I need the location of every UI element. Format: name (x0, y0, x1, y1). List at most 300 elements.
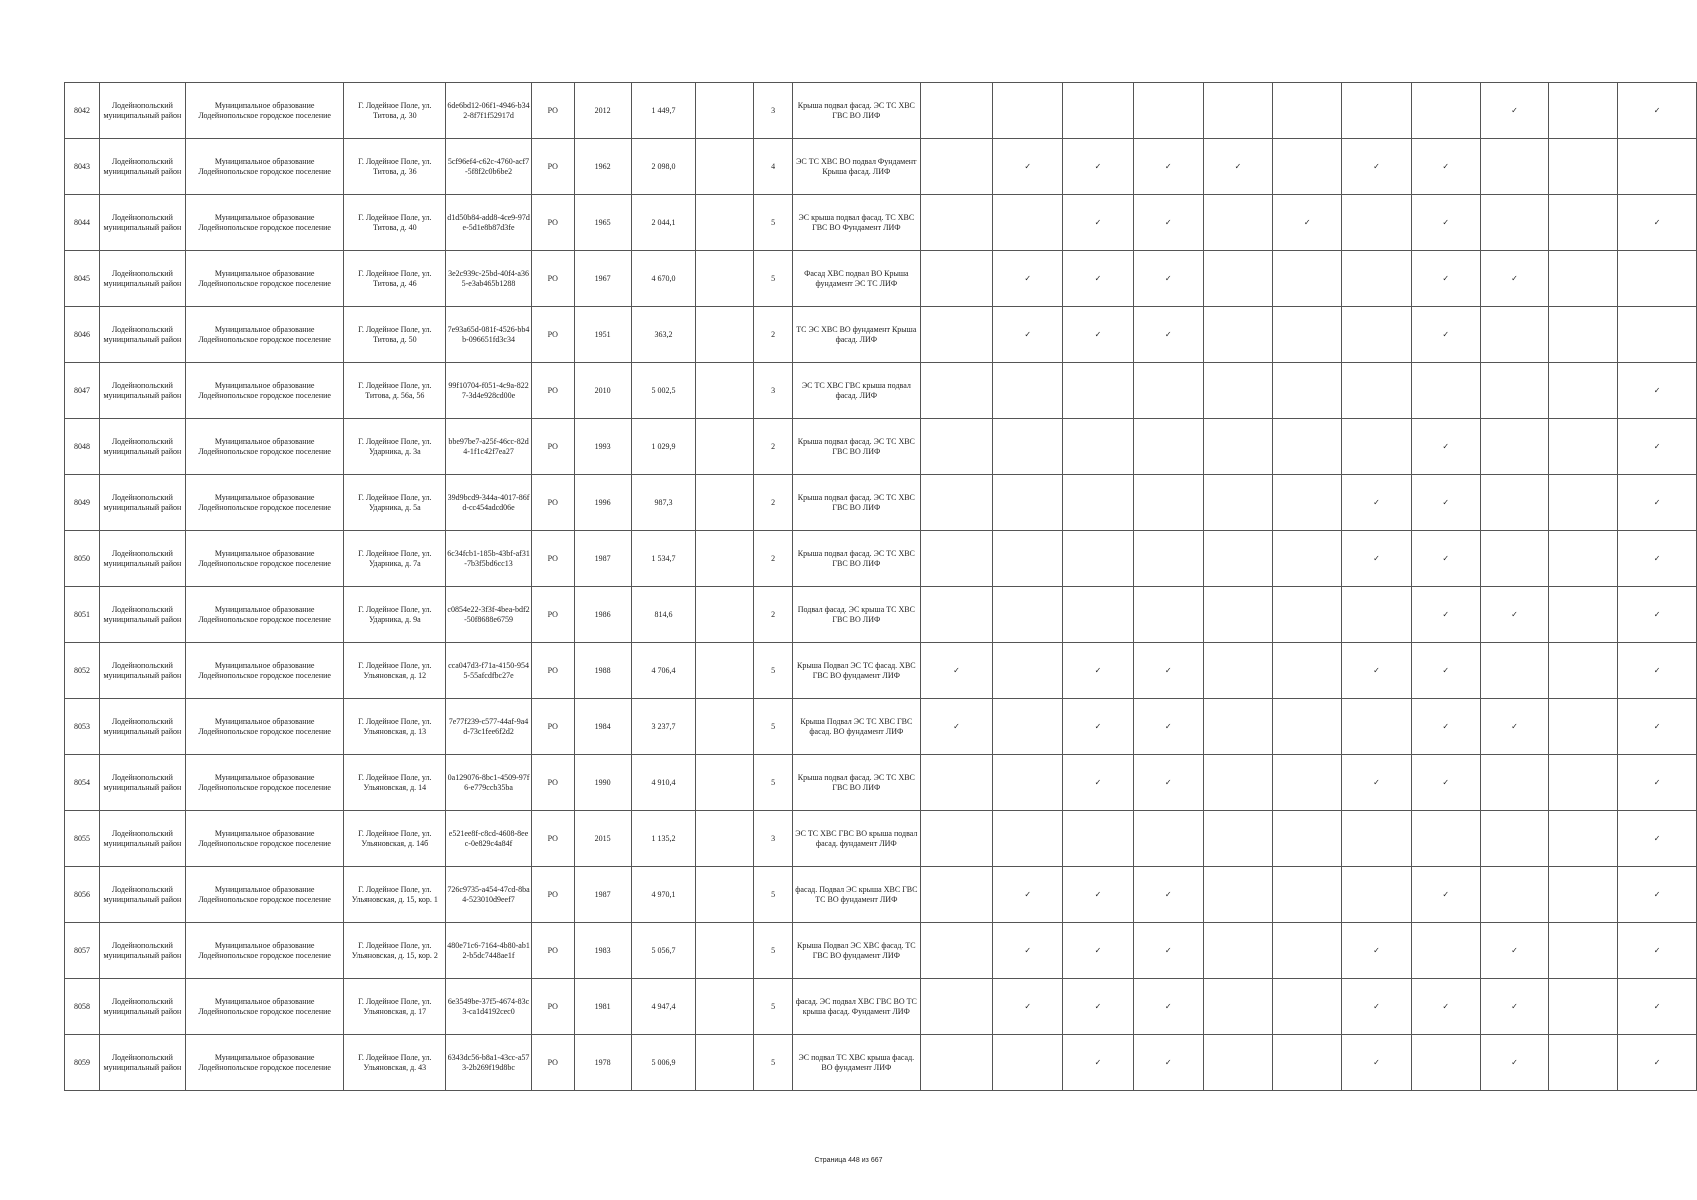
floors-cell: 5 (754, 699, 793, 755)
work-check-cell (1273, 195, 1342, 251)
work-check-cell (1203, 251, 1273, 307)
works-cell: Крыша подвал фасад. ЭС ТС ХВС ГВС ВО ЛИФ (793, 755, 921, 811)
checkmark-icon: ✓ (1442, 273, 1450, 283)
work-check-cell (993, 867, 1063, 923)
work-check-cell (1549, 83, 1618, 139)
work-check-cell (1133, 867, 1203, 923)
municipality-cell: Муниципальное образование Лодейнопольское городское поселение (185, 251, 344, 307)
work-check-cell (1342, 251, 1412, 307)
page-number: Страница 448 из 667 (814, 1157, 883, 1164)
type-cell: РО (531, 1035, 574, 1091)
work-check-cell (1203, 83, 1273, 139)
work-check-cell (1063, 531, 1134, 587)
floors-cell: 5 (754, 1035, 793, 1091)
table-row (65, 307, 1697, 363)
work-check-cell (1480, 139, 1549, 195)
work-check-cell (1133, 811, 1203, 867)
address-cell: Г. Лодейное Поле, ул. Ударника, д. 5а (344, 475, 446, 531)
work-check-cell (1411, 923, 1480, 979)
work-check-cell (1133, 251, 1203, 307)
checkmark-icon: ✓ (1094, 329, 1102, 339)
checkmark-icon: ✓ (1373, 1057, 1380, 1067)
works-cell: Крыша Подвал ЭС ТС фасад. ХВС ГВС ВО фундамент ЛИФ (793, 643, 921, 699)
work-check-cell (1549, 699, 1618, 755)
checkmark-icon: ✓ (1653, 385, 1661, 395)
checkmark-icon: ✓ (1653, 609, 1661, 619)
work-check-cell (920, 643, 993, 699)
year-cell: 1965 (574, 195, 631, 251)
work-check-cell (920, 475, 993, 531)
checkmark-icon: ✓ (1653, 1001, 1661, 1011)
guid-cell: 726c9735-a454-47cd-8ba4-523010d9eef7 (446, 867, 532, 923)
area-cell: 1 534,7 (631, 531, 696, 587)
work-check-cell (1133, 475, 1203, 531)
floors-cell: 3 (754, 363, 793, 419)
work-check-cell (1342, 1035, 1412, 1091)
work-check-cell (1342, 811, 1412, 867)
checkmark-icon: ✓ (1164, 273, 1172, 283)
work-check-cell (1549, 811, 1618, 867)
work-check-cell (1273, 419, 1342, 475)
checkmark-icon: ✓ (1653, 441, 1661, 451)
row-number: 8054 (65, 755, 100, 811)
municipality-cell: Муниципальное образование Лодейнопольское городское поселение (185, 923, 344, 979)
work-check-cell (1411, 811, 1480, 867)
work-check-cell (993, 195, 1063, 251)
work-check-cell (1203, 363, 1273, 419)
work-check-cell (1342, 139, 1412, 195)
area-cell: 814,6 (631, 587, 696, 643)
table-row (65, 251, 1697, 307)
checkmark-icon: ✓ (1164, 945, 1172, 955)
district-cell: Лодейнопольский муниципальный район (99, 811, 185, 867)
district-cell: Лодейнопольский муниципальный район (99, 755, 185, 811)
area-cell: 1 449,7 (631, 83, 696, 139)
checkmark-icon: ✓ (1373, 777, 1380, 787)
municipality-cell: Муниципальное образование Лодейнопольское городское поселение (185, 195, 344, 251)
work-check-cell (1618, 83, 1697, 139)
row-number: 8052 (65, 643, 100, 699)
works-cell: ЭС крыша подвал фасад. ТС ХВС ГВС ВО Фундамент ЛИФ (793, 195, 921, 251)
work-check-cell (1063, 979, 1134, 1035)
area-cell: 2 098,0 (631, 139, 696, 195)
address-cell: Г. Лодейное Поле, ул. Ульяновская, д. 15, кор. 1 (344, 867, 446, 923)
year-cell: 1990 (574, 755, 631, 811)
checkmark-icon: ✓ (1164, 721, 1172, 731)
work-check-cell (993, 643, 1063, 699)
work-check-cell (1342, 475, 1412, 531)
work-check-cell (1063, 755, 1134, 811)
work-check-cell (1480, 979, 1549, 1035)
checkmark-icon: ✓ (1442, 553, 1450, 563)
checkmark-icon: ✓ (1653, 833, 1661, 843)
table-row (65, 83, 1697, 139)
address-cell: Г. Лодейное Поле, ул. Ульяновская, д. 43 (344, 1035, 446, 1091)
work-check-cell (1618, 755, 1697, 811)
work-check-cell (993, 699, 1063, 755)
work-check-cell (1133, 195, 1203, 251)
checkmark-icon: ✓ (1442, 665, 1450, 675)
work-check-cell (1618, 251, 1697, 307)
work-check-cell (1480, 699, 1549, 755)
table-row (65, 531, 1697, 587)
work-check-cell (993, 419, 1063, 475)
work-check-cell (920, 755, 993, 811)
work-check-cell (1063, 419, 1134, 475)
year-cell: 1986 (574, 587, 631, 643)
work-check-cell (1618, 363, 1697, 419)
year-cell: 1981 (574, 979, 631, 1035)
year-cell: 1988 (574, 643, 631, 699)
checkmark-icon: ✓ (1024, 889, 1032, 899)
work-check-cell (920, 363, 993, 419)
work-check-cell (1133, 419, 1203, 475)
checkmark-icon: ✓ (1164, 217, 1172, 227)
work-check-cell (1549, 419, 1618, 475)
table-row (65, 139, 1697, 195)
guid-cell: 7e77f239-c577-44af-9a4d-73c1fee6f2d2 (446, 699, 532, 755)
checkmark-icon: ✓ (1164, 1057, 1172, 1067)
work-check-cell (993, 811, 1063, 867)
address-cell: Г. Лодейное Поле, ул. Ульяновская, д. 15, кор. 2 (344, 923, 446, 979)
checkmark-icon: ✓ (1442, 161, 1450, 171)
checkmark-icon: ✓ (1653, 553, 1661, 563)
year-cell: 1993 (574, 419, 631, 475)
work-check-cell (1203, 643, 1273, 699)
works-cell: ЭС ТС ХВС ГВС ВО крыша подвал фасад. фундамент ЛИФ (793, 811, 921, 867)
address-cell: Г. Лодейное Поле, ул. Ударника, д. 9а (344, 587, 446, 643)
empty-cell (696, 139, 754, 195)
work-check-cell (1203, 1035, 1273, 1091)
work-check-cell (1203, 531, 1273, 587)
floors-cell: 5 (754, 979, 793, 1035)
work-check-cell (1133, 1035, 1203, 1091)
address-cell: Г. Лодейное Поле, ул. Ударника, д. 7а (344, 531, 446, 587)
floors-cell: 5 (754, 643, 793, 699)
municipality-cell: Муниципальное образование Лодейнопольское городское поселение (185, 419, 344, 475)
checkmark-icon: ✓ (1094, 889, 1102, 899)
work-check-cell (1618, 643, 1697, 699)
works-cell: Крыша Подвал ЭС ХВС фасад. ТС ГВС ВО фундамент ЛИФ (793, 923, 921, 979)
work-check-cell (1480, 1035, 1549, 1091)
municipality-cell: Муниципальное образование Лодейнопольское городское поселение (185, 139, 344, 195)
year-cell: 1983 (574, 923, 631, 979)
table-row (65, 699, 1697, 755)
row-number: 8042 (65, 83, 100, 139)
work-check-cell (1273, 475, 1342, 531)
checkmark-icon: ✓ (1511, 273, 1518, 283)
work-check-cell (920, 83, 993, 139)
work-check-cell (1063, 643, 1134, 699)
address-cell: Г. Лодейное Поле, ул. Титова, д. 30 (344, 83, 446, 139)
work-check-cell (1133, 923, 1203, 979)
work-check-cell (1549, 755, 1618, 811)
work-check-cell (1133, 531, 1203, 587)
empty-cell (696, 419, 754, 475)
type-cell: РО (531, 195, 574, 251)
checkmark-icon: ✓ (1024, 273, 1032, 283)
checkmark-icon: ✓ (1653, 1057, 1661, 1067)
work-check-cell (1063, 867, 1134, 923)
type-cell: РО (531, 531, 574, 587)
checkmark-icon: ✓ (1442, 441, 1450, 451)
type-cell: РО (531, 867, 574, 923)
work-check-cell (1203, 811, 1273, 867)
work-check-cell (1411, 867, 1480, 923)
work-check-cell (1411, 475, 1480, 531)
work-check-cell (920, 587, 993, 643)
area-cell: 4 706,4 (631, 643, 696, 699)
area-cell: 4 670,0 (631, 251, 696, 307)
guid-cell: bbe97be7-a25f-46cc-82d4-1f1c42f7ea27 (446, 419, 532, 475)
checkmark-icon: ✓ (1442, 497, 1450, 507)
work-check-cell (1203, 699, 1273, 755)
empty-cell (696, 363, 754, 419)
work-check-cell (1203, 139, 1273, 195)
table-row (65, 1035, 1697, 1091)
district-cell: Лодейнопольский муниципальный район (99, 699, 185, 755)
work-check-cell (1480, 867, 1549, 923)
work-check-cell (1273, 643, 1342, 699)
work-check-cell (993, 923, 1063, 979)
municipality-cell: Муниципальное образование Лодейнопольское городское поселение (185, 363, 344, 419)
floors-cell: 4 (754, 139, 793, 195)
year-cell: 1962 (574, 139, 631, 195)
empty-cell (696, 83, 754, 139)
works-cell: ЭС ТС ХВС ВО подвал Фундамент Крыша фасад. ЛИФ (793, 139, 921, 195)
checkmark-icon: ✓ (1653, 889, 1661, 899)
year-cell: 2010 (574, 363, 631, 419)
checkmark-icon: ✓ (1653, 665, 1661, 675)
work-check-cell (1342, 923, 1412, 979)
municipality-cell: Муниципальное образование Лодейнопольское городское поселение (185, 307, 344, 363)
works-cell: Крыша Подвал ЭС ТС ХВС ГВС фасад. ВО фундамент ЛИФ (793, 699, 921, 755)
work-check-cell (920, 811, 993, 867)
floors-cell: 3 (754, 811, 793, 867)
work-check-cell (920, 923, 993, 979)
checkmark-icon: ✓ (1511, 1057, 1518, 1067)
work-check-cell (1618, 867, 1697, 923)
work-check-cell (1411, 979, 1480, 1035)
district-cell: Лодейнопольский муниципальный район (99, 1035, 185, 1091)
checkmark-icon: ✓ (1164, 1001, 1172, 1011)
floors-cell: 5 (754, 251, 793, 307)
work-check-cell (920, 139, 993, 195)
floors-cell: 5 (754, 867, 793, 923)
work-check-cell (1411, 531, 1480, 587)
work-check-cell (1203, 755, 1273, 811)
work-check-cell (1342, 755, 1412, 811)
municipality-cell: Муниципальное образование Лодейнопольское городское поселение (185, 1035, 344, 1091)
work-check-cell (920, 1035, 993, 1091)
row-number: 8050 (65, 531, 100, 587)
work-check-cell (1411, 587, 1480, 643)
work-check-cell (1273, 531, 1342, 587)
work-check-cell (1063, 139, 1134, 195)
floors-cell: 2 (754, 475, 793, 531)
work-check-cell (1063, 307, 1134, 363)
work-check-cell (1618, 419, 1697, 475)
row-number: 8045 (65, 251, 100, 307)
housing-register-table (64, 82, 1697, 1091)
checkmark-icon: ✓ (1442, 889, 1450, 899)
checkmark-icon: ✓ (1373, 665, 1380, 675)
work-check-cell (1203, 419, 1273, 475)
guid-cell: c0854e22-3f3f-4bea-bdf2-50f8688e6759 (446, 587, 532, 643)
work-check-cell (1203, 867, 1273, 923)
type-cell: РО (531, 699, 574, 755)
empty-cell (696, 811, 754, 867)
checkmark-icon: ✓ (1164, 889, 1172, 899)
checkmark-icon: ✓ (1511, 721, 1518, 731)
row-number: 8057 (65, 923, 100, 979)
table-row (65, 923, 1697, 979)
work-check-cell (993, 83, 1063, 139)
floors-cell: 5 (754, 755, 793, 811)
address-cell: Г. Лодейное Поле, ул. Титова, д. 56а, 56 (344, 363, 446, 419)
guid-cell: 6c34fcb1-185b-43bf-af31-7b3f5bd6cc13 (446, 531, 532, 587)
area-cell: 5 056,7 (631, 923, 696, 979)
area-cell: 363,2 (631, 307, 696, 363)
work-check-cell (993, 1035, 1063, 1091)
district-cell: Лодейнопольский муниципальный район (99, 139, 185, 195)
year-cell: 2012 (574, 83, 631, 139)
work-check-cell (1549, 643, 1618, 699)
guid-cell: 6343dc56-b8a1-43cc-a573-2b269f19d8bc (446, 1035, 532, 1091)
checkmark-icon: ✓ (953, 721, 960, 731)
checkmark-icon: ✓ (1442, 721, 1450, 731)
area-cell: 4 947,4 (631, 979, 696, 1035)
work-check-cell (1411, 419, 1480, 475)
work-check-cell (1063, 1035, 1134, 1091)
table-row (65, 419, 1697, 475)
work-check-cell (1342, 699, 1412, 755)
checkmark-icon: ✓ (1653, 777, 1661, 787)
year-cell: 1987 (574, 531, 631, 587)
work-check-cell (1618, 587, 1697, 643)
checkmark-icon: ✓ (1164, 777, 1172, 787)
address-cell: Г. Лодейное Поле, ул. Ульяновская, д. 13 (344, 699, 446, 755)
area-cell: 1 135,2 (631, 811, 696, 867)
row-number: 8059 (65, 1035, 100, 1091)
work-check-cell (1480, 475, 1549, 531)
floors-cell: 5 (754, 195, 793, 251)
area-cell: 4 970,1 (631, 867, 696, 923)
work-check-cell (1133, 643, 1203, 699)
work-check-cell (1203, 195, 1273, 251)
checkmark-icon: ✓ (1653, 105, 1661, 115)
checkmark-icon: ✓ (1303, 217, 1311, 227)
empty-cell (696, 1035, 754, 1091)
table-row (65, 643, 1697, 699)
work-check-cell (1133, 83, 1203, 139)
district-cell: Лодейнопольский муниципальный район (99, 363, 185, 419)
checkmark-icon: ✓ (1511, 1001, 1518, 1011)
municipality-cell: Муниципальное образование Лодейнопольское городское поселение (185, 755, 344, 811)
checkmark-icon: ✓ (1164, 665, 1172, 675)
row-number: 8048 (65, 419, 100, 475)
work-check-cell (1063, 699, 1134, 755)
work-check-cell (1411, 755, 1480, 811)
guid-cell: d1d50b84-add8-4ce9-97de-5d1e8b87d3fe (446, 195, 532, 251)
work-check-cell (1618, 195, 1697, 251)
work-check-cell (1273, 251, 1342, 307)
work-check-cell (1133, 139, 1203, 195)
work-check-cell (1549, 867, 1618, 923)
work-check-cell (1480, 363, 1549, 419)
work-check-cell (1273, 923, 1342, 979)
work-check-cell (1342, 195, 1412, 251)
work-check-cell (920, 307, 993, 363)
type-cell: РО (531, 643, 574, 699)
checkmark-icon: ✓ (1511, 609, 1518, 619)
checkmark-icon: ✓ (1164, 161, 1172, 171)
work-check-cell (1273, 363, 1342, 419)
empty-cell (696, 923, 754, 979)
type-cell: РО (531, 419, 574, 475)
guid-cell: 99f10704-f051-4c9a-8227-3d4e928cd00e (446, 363, 532, 419)
checkmark-icon: ✓ (1024, 945, 1032, 955)
area-cell: 987,3 (631, 475, 696, 531)
address-cell: Г. Лодейное Поле, ул. Ульяновская, д. 14б (344, 811, 446, 867)
work-check-cell (1342, 979, 1412, 1035)
work-check-cell (1411, 363, 1480, 419)
work-check-cell (1618, 475, 1697, 531)
work-check-cell (1480, 419, 1549, 475)
district-cell: Лодейнопольский муниципальный район (99, 419, 185, 475)
work-check-cell (1411, 643, 1480, 699)
works-cell: фасад. Подвал ЭС крыша ХВС ГВС ТС ВО фундамент ЛИФ (793, 867, 921, 923)
work-check-cell (1549, 475, 1618, 531)
floors-cell: 2 (754, 531, 793, 587)
checkmark-icon: ✓ (1373, 497, 1380, 507)
work-check-cell (1411, 83, 1480, 139)
floors-cell: 2 (754, 307, 793, 363)
work-check-cell (1411, 195, 1480, 251)
work-check-cell (1063, 363, 1134, 419)
row-number: 8049 (65, 475, 100, 531)
address-cell: Г. Лодейное Поле, ул. Титова, д. 50 (344, 307, 446, 363)
type-cell: РО (531, 755, 574, 811)
checkmark-icon: ✓ (1653, 217, 1661, 227)
checkmark-icon: ✓ (1094, 161, 1102, 171)
work-check-cell (1618, 531, 1697, 587)
empty-cell (696, 755, 754, 811)
year-cell: 2015 (574, 811, 631, 867)
empty-cell (696, 475, 754, 531)
work-check-cell (1549, 139, 1618, 195)
works-cell: Крыша подвал фасад. ЭС ТС ХВС ГВС ВО ЛИФ (793, 475, 921, 531)
work-check-cell (1273, 699, 1342, 755)
row-number: 8051 (65, 587, 100, 643)
table-row (65, 867, 1697, 923)
area-cell: 4 910,4 (631, 755, 696, 811)
checkmark-icon: ✓ (1442, 777, 1450, 787)
year-cell: 1951 (574, 307, 631, 363)
work-check-cell (1133, 979, 1203, 1035)
work-check-cell (1203, 923, 1273, 979)
checkmark-icon: ✓ (1373, 1001, 1380, 1011)
work-check-cell (1618, 139, 1697, 195)
district-cell: Лодейнопольский муниципальный район (99, 587, 185, 643)
work-check-cell (1618, 1035, 1697, 1091)
work-check-cell (1480, 811, 1549, 867)
work-check-cell (1133, 307, 1203, 363)
checkmark-icon: ✓ (1164, 329, 1172, 339)
type-cell: РО (531, 251, 574, 307)
works-cell: Фасад ХВС подвал ВО Крыша фундамент ЭС ТС ЛИФ (793, 251, 921, 307)
area-cell: 1 029,9 (631, 419, 696, 475)
